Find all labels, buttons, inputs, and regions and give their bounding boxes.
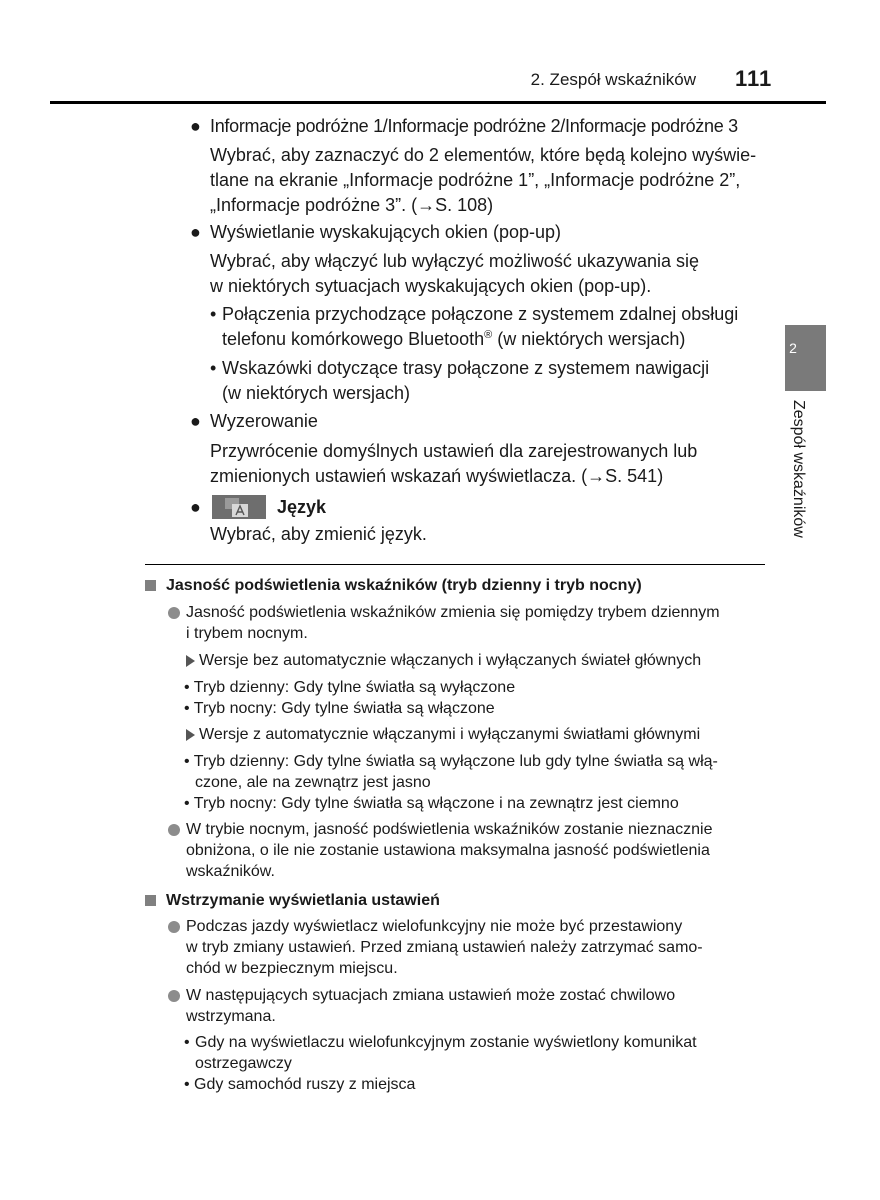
item-title: Wyzerowanie bbox=[210, 411, 318, 431]
item-description bbox=[210, 439, 764, 489]
list-item bbox=[184, 751, 764, 814]
section-title: 2. Zespół wskaźników bbox=[530, 70, 696, 89]
text-line: czone, ale na zewnątrz jest jasno bbox=[195, 774, 431, 791]
text-line: w tryb zmiany ustawień. Przed zmianą ustawień należy zatrzymać samo- bbox=[186, 939, 703, 956]
paragraph bbox=[186, 602, 764, 644]
section-divider bbox=[145, 564, 765, 565]
dot-bullet: • bbox=[210, 304, 217, 324]
text-line: Podczas jazdy wyświetlacz wielofunkcyjny nie może być przestawiony bbox=[186, 918, 683, 935]
gray-bullet-icon bbox=[168, 990, 180, 1002]
chapter-tab bbox=[785, 325, 826, 391]
text-line: obniżona, o ile nie zostanie ustawiona maksymalna jasność podświetlenia bbox=[186, 842, 710, 859]
bullet-icon: ● bbox=[190, 497, 201, 517]
text-line: • Gdy samochód ruszy z miejsca bbox=[184, 1076, 416, 1093]
list-item bbox=[184, 1032, 764, 1095]
section-heading: Wstrzymanie wyświetlania ustawień bbox=[166, 892, 440, 909]
text-line: (w niektórych wersjach) bbox=[222, 383, 411, 403]
item-title: Informacje podróżne 1/Informacje podróżne 2/Informacje podróżne 3 bbox=[210, 116, 738, 136]
gray-bullet-icon bbox=[168, 607, 180, 619]
text-line: W następujących sytuacjach zmiana ustawień może zostać chwilowo bbox=[186, 987, 676, 1004]
item-description: Wybrać, aby zmienić język. bbox=[210, 524, 427, 544]
version-heading: Wersje bez automatycznie włączanych i wyłączanych świateł głównych bbox=[199, 652, 702, 669]
text-line: Wskazówki dotyczące trasy połączone z systemem nawigacji bbox=[222, 358, 710, 378]
bullet-icon: ● bbox=[190, 222, 201, 242]
chapter-tab-number: 2 bbox=[789, 340, 797, 356]
item-title: Język bbox=[277, 497, 327, 517]
language-icon bbox=[212, 495, 266, 519]
paragraph bbox=[186, 819, 764, 882]
item-description bbox=[210, 143, 764, 218]
page-number: 111 bbox=[735, 66, 773, 91]
text-line: „Informacje podróżne 3”. (→S. 108) bbox=[210, 195, 494, 215]
gray-bullet-icon bbox=[168, 921, 180, 933]
chapter-tab-label-wrap bbox=[779, 400, 809, 560]
text-line: Połączenia przychodzące połączone z systemem zdalnej obsługi bbox=[222, 304, 739, 324]
triangle-marker-icon bbox=[186, 655, 195, 667]
text-line: • Tryb dzienny: Gdy tylne światła są wyłączone bbox=[184, 679, 516, 696]
dot-bullet: • bbox=[210, 358, 217, 378]
text-line: Wybrać, aby włączyć lub wyłączyć możliwość ukazywania się bbox=[210, 251, 699, 271]
text-line: zmienionych ustawień wskazań wyświetlacza. (→S. 541) bbox=[210, 466, 664, 486]
text-line: wskaźników. bbox=[186, 863, 275, 880]
text-line: Jasność podświetlenia wskaźników zmienia się pomiędzy trybem dziennym bbox=[186, 604, 720, 621]
paragraph bbox=[186, 985, 764, 1027]
bullet-icon: ● bbox=[190, 411, 201, 431]
header-rule bbox=[50, 101, 826, 104]
version-heading: Wersje z automatycznie włączanymi i wyłączanymi światłami głównymi bbox=[199, 726, 701, 743]
text-line: wstrzymana. bbox=[186, 1008, 276, 1025]
section-marker-icon bbox=[145, 895, 156, 906]
text-line: i trybem nocnym. bbox=[186, 625, 308, 642]
text-line: • Tryb nocny: Gdy tylne światła są włączone bbox=[184, 700, 495, 717]
text-line: chód w bezpiecznym miejscu. bbox=[186, 960, 398, 977]
text-line: w niektórych sytuacjach wyskakujących okien (pop-up). bbox=[210, 276, 652, 296]
item-description bbox=[210, 249, 764, 299]
text-line: Wybrać, aby zaznaczyć do 2 elementów, które będą kolejno wyświe- bbox=[210, 145, 757, 165]
item-title: Wyświetlanie wyskakujących okien (pop-up) bbox=[210, 222, 561, 242]
text-line: • Gdy na wyświetlaczu wielofunkcyjnym zostanie wyświetlony komunikat bbox=[184, 1034, 697, 1051]
text-line: tlane na ekranie „Informacje podróżne 1”, „Informacje podróżne 2”, bbox=[210, 170, 741, 190]
triangle-marker-icon bbox=[186, 729, 195, 741]
text-line: W trybie nocnym, jasność podświetlenia wskaźników zostanie nieznacznie bbox=[186, 821, 713, 838]
text-line: Przywrócenie domyślnych ustawień dla zarejestrowanych lub bbox=[210, 441, 698, 461]
section-marker-icon bbox=[145, 580, 156, 591]
text-line: • Tryb dzienny: Gdy tylne światła są wyłączone lub gdy tylne światła są włą- bbox=[184, 753, 718, 770]
text-line: ostrzegawczy bbox=[195, 1055, 292, 1072]
chapter-tab-label: Zespół wskaźników bbox=[790, 400, 807, 538]
text-line: telefonu komórkowego Bluetooth® (w niektórych wersjach) bbox=[222, 329, 686, 349]
text-line: • Tryb nocny: Gdy tylne światła są włączone i na zewnątrz jest ciemno bbox=[184, 795, 679, 812]
gray-bullet-icon bbox=[168, 824, 180, 836]
bullet-icon: ● bbox=[190, 116, 201, 136]
section-heading: Jasność podświetlenia wskaźników (tryb dzienny i tryb nocny) bbox=[166, 577, 642, 594]
list-item bbox=[184, 677, 764, 719]
paragraph bbox=[186, 916, 764, 979]
